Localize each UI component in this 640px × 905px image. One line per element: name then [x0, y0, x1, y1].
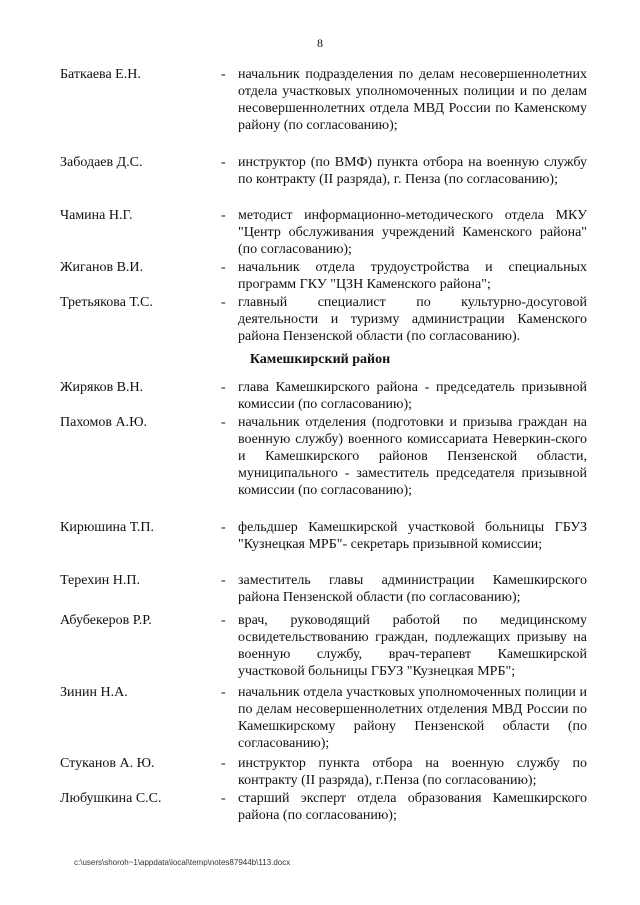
person-name: Кирюшина Т.П.: [60, 520, 155, 535]
footer-file-path: c:\users\shoroh~1\appdata\local\temp\notes87944b\113.docx: [74, 858, 291, 867]
dash: -: [221, 613, 226, 628]
dash: -: [221, 208, 226, 223]
dash: -: [221, 573, 226, 588]
position-description: начальник отделения (подготовки и призыва граждан на военную службу) военного комиссариата Неверкин-ского и Камешкирского районов Пензенской области, муниципального - заместитель председателя призывной комиссии (по согласованию);: [238, 415, 587, 498]
dash: -: [221, 756, 226, 771]
dash: -: [221, 520, 226, 535]
person-name: Любушкина С.С.: [60, 791, 162, 806]
position-description: методист информационно-методического отдела МКУ "Центр обслуживания учреждений Каменского района" (по согласованию);: [238, 208, 587, 257]
person-name: Пахомов А.Ю.: [60, 415, 147, 430]
person-name: Третьякова Т.С.: [60, 295, 153, 310]
dash: -: [221, 380, 226, 395]
position-description: врач, руководящий работой по медицинскому освидетельствованию граждан, подлежащих призыву на военную службу, врач-терапевт Камешкирской участковой больницы ГБУЗ "Кузнецкая МРБ";: [238, 613, 587, 679]
position-description: инструктор пункта отбора на военную службу по контракту (II разряда), г.Пенза (по согласованию);: [238, 756, 587, 788]
dash: -: [221, 415, 226, 430]
position-description: старший эксперт отдела образования Камешкирского района (по согласованию);: [238, 791, 587, 823]
person-name: Абубекеров Р.Р.: [60, 613, 152, 628]
position-description: главный специалист по культурно-досуговой деятельности и туризму администрации Каменского района Пензенской области (по согласованию).: [238, 295, 587, 344]
dash: -: [221, 791, 226, 806]
person-name: Жиганов В.И.: [60, 260, 144, 275]
position-description: начальник подразделения по делам несовершеннолетних отдела участковых уполномоченных полиции и по делам несовершеннолетних отдела МВД России по Каменскому району (по согласованию);: [238, 67, 587, 133]
dash: -: [221, 67, 226, 82]
position-description: инструктор (по ВМФ) пункта отбора на военную службу по контракту (II разряда), г. Пенза (по согласованию);: [238, 155, 587, 187]
person-name: Чамина Н.Г.: [60, 208, 133, 223]
dash: -: [221, 685, 226, 700]
position-description: заместитель главы администрации Камешкирского района Пензенской области (по согласованию);: [238, 573, 587, 605]
dash: -: [221, 260, 226, 275]
person-name: Терехин Н.П.: [60, 573, 140, 588]
person-name: Жиряков В.Н.: [60, 380, 144, 395]
person-name: Зинин Н.А.: [60, 685, 128, 700]
position-description: фельдшер Камешкирской участковой больницы ГБУЗ "Кузнецкая МРБ"- секретарь призывной комиссии;: [238, 520, 587, 552]
person-name: Баткаева Е.Н.: [60, 67, 141, 82]
position-description: начальник отдела участковых уполномоченных полиции и по делам несовершеннолетних отделения МВД России по Камешкирскому району Пензенской области (по согласованию);: [238, 685, 587, 751]
position-description: начальник отдела трудоустройства и специальных программ ГКУ "ЦЗН Каменского района";: [238, 260, 587, 292]
section-heading: Камешкирский район: [249, 352, 391, 367]
position-description: глава Камешкирского района - председатель призывной комиссии (по согласованию);: [238, 380, 587, 412]
dash: -: [221, 295, 226, 310]
person-name: Забодаев Д.С.: [60, 155, 143, 170]
page-number: 8: [317, 36, 323, 50]
dash: -: [221, 155, 226, 170]
person-name: Стуканов А. Ю.: [60, 756, 155, 771]
